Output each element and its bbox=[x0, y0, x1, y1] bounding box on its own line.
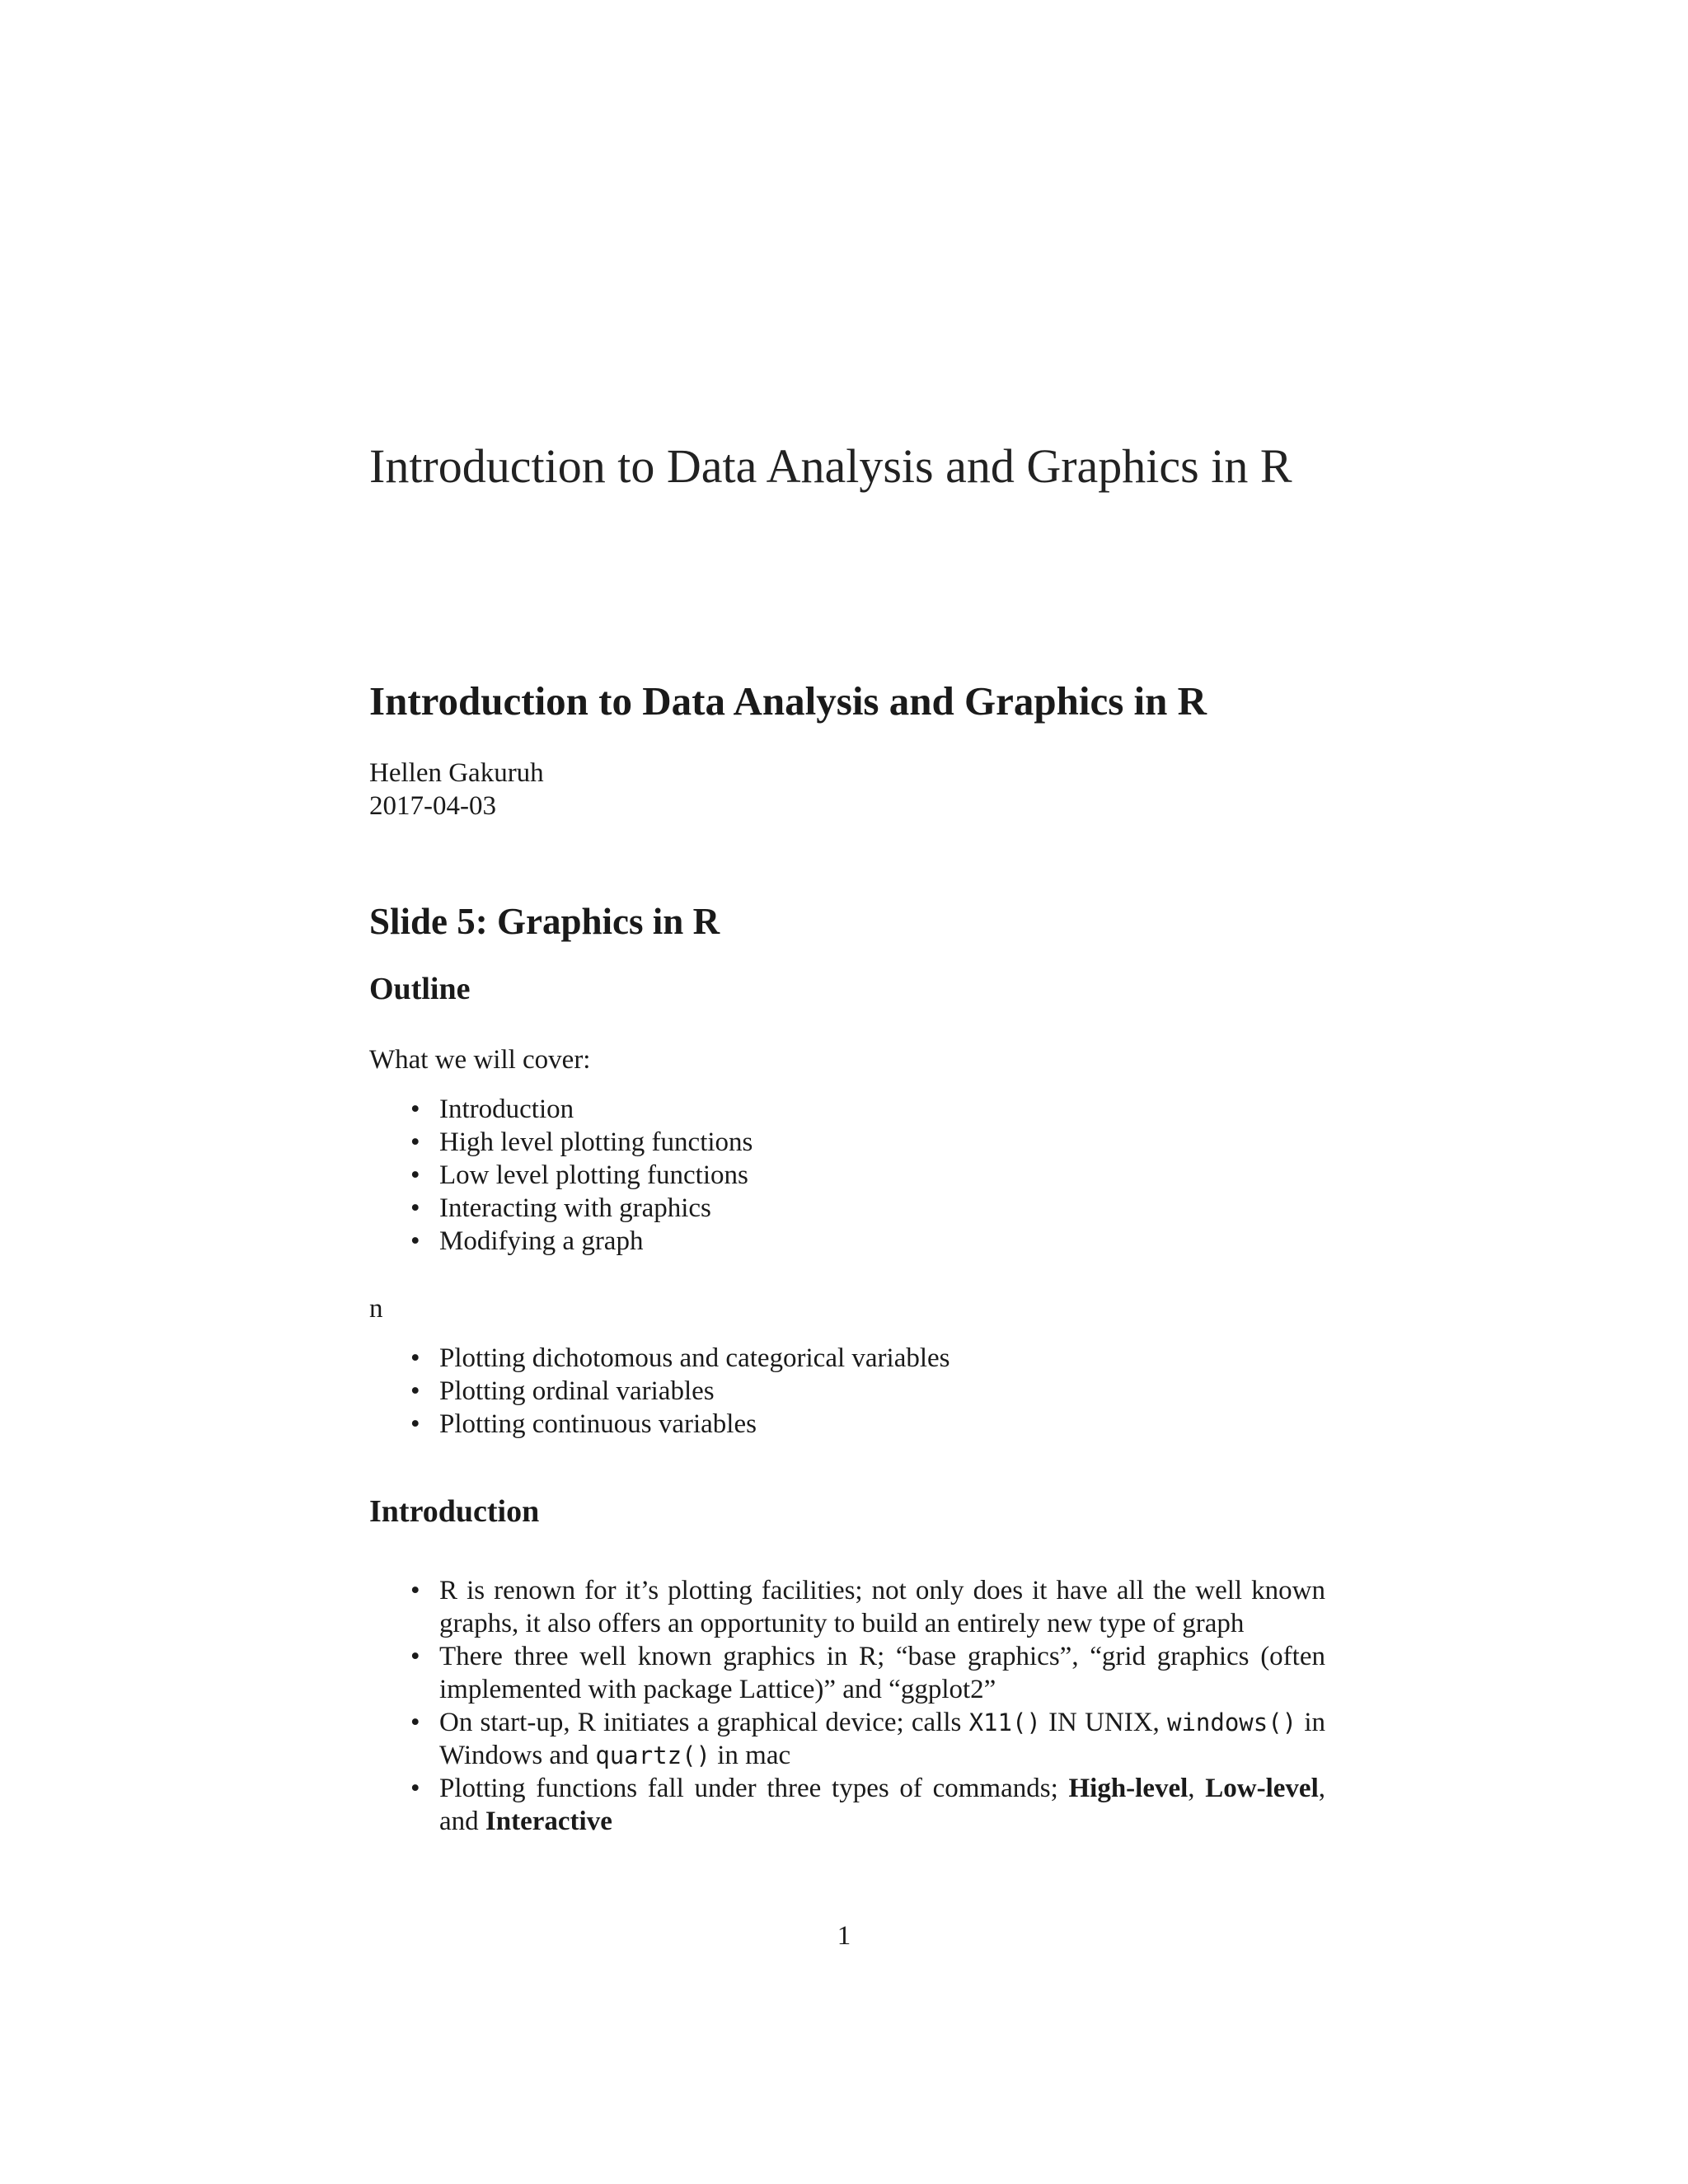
outline-intro: What we will cover: bbox=[369, 1045, 591, 1075]
text-run: , bbox=[1188, 1774, 1206, 1803]
bold-interactive: Interactive bbox=[485, 1807, 612, 1836]
text-run: , and bbox=[439, 1774, 1325, 1836]
bullet: • bbox=[410, 1160, 420, 1190]
list-item-text: Plotting continuous variables bbox=[439, 1409, 757, 1439]
list-item bbox=[369, 1093, 1325, 1126]
code-windows: windows() bbox=[1167, 1708, 1297, 1736]
list-item bbox=[369, 1640, 1325, 1706]
list-item-text: Interacting with graphics bbox=[439, 1193, 711, 1223]
list-item bbox=[369, 1375, 1325, 1408]
bullet: • bbox=[410, 1343, 420, 1373]
text-run: in Windows and bbox=[439, 1708, 1325, 1770]
stray-text: n bbox=[369, 1294, 383, 1324]
list-item-text: Modifying a graph bbox=[439, 1226, 644, 1256]
list-item bbox=[369, 1342, 1325, 1375]
bullet: • bbox=[410, 1127, 420, 1157]
bullet: • bbox=[410, 1094, 420, 1124]
list-item bbox=[369, 1772, 1325, 1838]
outline-list-a bbox=[369, 1093, 1325, 1258]
date: 2017-04-03 bbox=[369, 791, 496, 821]
bullet: • bbox=[410, 1409, 420, 1439]
document-title: Introduction to Data Analysis and Graphics in R bbox=[369, 678, 1207, 724]
list-item-text: Introduction bbox=[439, 1094, 574, 1124]
list-item-text: Plotting ordinal variables bbox=[439, 1376, 715, 1406]
list-item bbox=[369, 1126, 1325, 1159]
bullet: • bbox=[410, 1376, 420, 1406]
bullet: • bbox=[410, 1193, 420, 1223]
text-run: Plotting functions fall under three types of commands; bbox=[439, 1774, 1069, 1803]
bold-low-level: Low-level bbox=[1205, 1774, 1319, 1803]
text-run: in mac bbox=[710, 1741, 791, 1770]
text-run: On start-up, R initiates a graphical device; calls bbox=[439, 1708, 969, 1737]
outline-heading: Outline bbox=[369, 972, 471, 1006]
code-x11: X11() bbox=[968, 1708, 1041, 1736]
bullet: • bbox=[410, 1226, 420, 1256]
page-number: 1 bbox=[837, 1921, 851, 1951]
bullet: • bbox=[410, 1774, 420, 1803]
outline-list-b bbox=[369, 1342, 1325, 1441]
code-quartz: quartz() bbox=[595, 1741, 711, 1769]
cover-title: Introduction to Data Analysis and Graphics in R bbox=[369, 439, 1292, 493]
list-item-text: High level plotting functions bbox=[439, 1127, 753, 1157]
list-item-text: Plotting dichotomous and categorical variables bbox=[439, 1343, 950, 1373]
text-run: IN UNIX, bbox=[1040, 1708, 1167, 1737]
slide-heading: Slide 5: Graphics in R bbox=[369, 901, 720, 942]
list-item bbox=[369, 1159, 1325, 1192]
list-item bbox=[369, 1574, 1325, 1640]
list-item bbox=[369, 1192, 1325, 1225]
list-item-text: R is renown for it’s plotting facilities; not only does it have all the well known graphs, it also offers an opportunity to build an entirely new type of graph bbox=[439, 1576, 1325, 1638]
introduction-list bbox=[369, 1574, 1325, 1838]
list-item-text: Low level plotting functions bbox=[439, 1160, 748, 1190]
list-item bbox=[369, 1408, 1325, 1441]
bullet: • bbox=[410, 1708, 420, 1737]
list-item bbox=[369, 1225, 1325, 1258]
bullet: • bbox=[410, 1576, 420, 1605]
bold-high-level: High-level bbox=[1068, 1774, 1189, 1803]
bullet: • bbox=[410, 1642, 420, 1671]
list-item bbox=[369, 1706, 1325, 1772]
author: Hellen Gakuruh bbox=[369, 758, 544, 788]
introduction-heading: Introduction bbox=[369, 1494, 540, 1529]
list-item-text: There three well known graphics in R; “base graphics”, “grid graphics (often implemented with package Lattice)” and “ggplot2” bbox=[439, 1642, 1325, 1704]
